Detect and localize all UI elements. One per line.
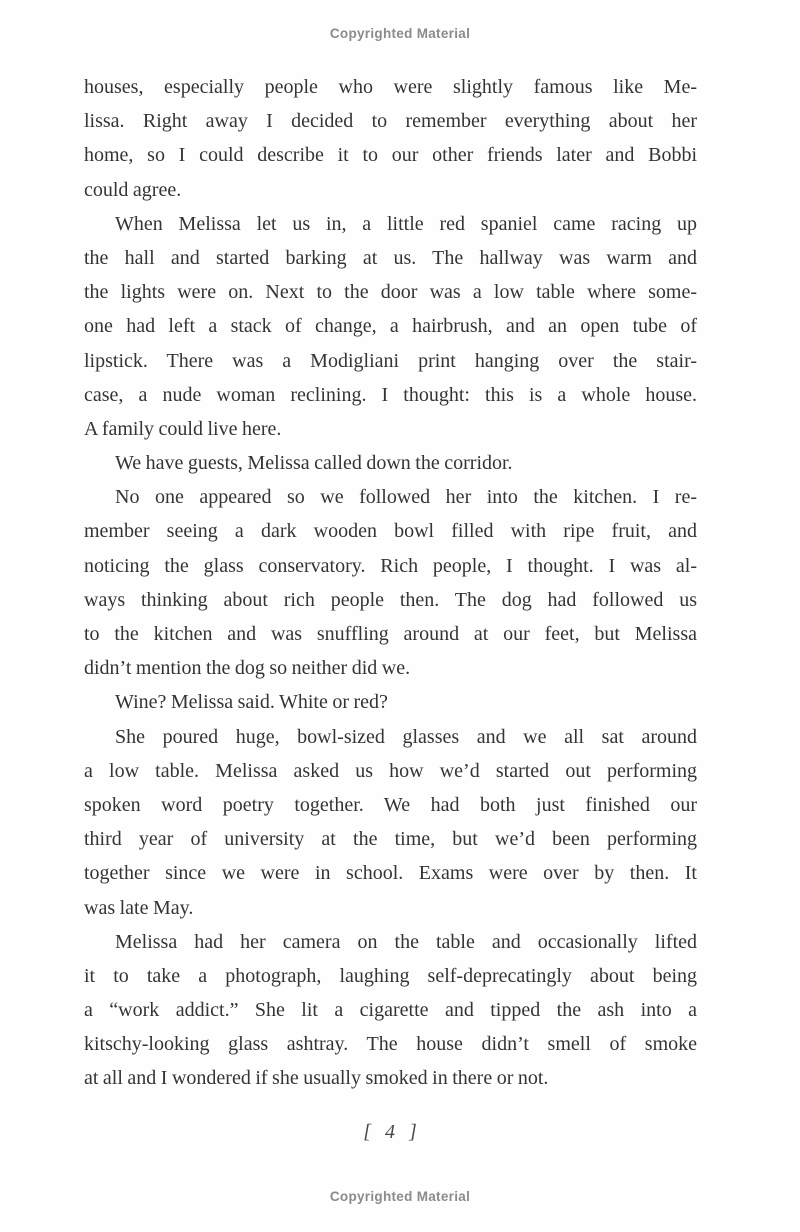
body-text-block [84,70,697,1096]
text-line: No one appeared so we followed her into the kitchen. I re- [115,486,697,509]
text-line: home, so I could describe it to our other friends later and Bobbi [84,144,697,167]
text-line: Melissa had her camera on the table and occasionally lifted [115,930,697,953]
text-line: houses, especially people who were slightly famous like Me- [84,76,697,98]
text-line: was late May. [84,896,194,919]
text-line: together since we were in school. Exams were over by then. It [84,862,697,885]
text-line: We have guests, Melissa called down the corridor. [115,452,513,475]
text-line: a “work addict.” She lit a cigarette and tipped the ash into a [84,999,697,1022]
text-line: lissa. Right away I decided to remember everything about her [84,110,697,133]
text-line: at all and I wondered if she usually smoked in there or not. [84,1067,549,1090]
text-line: noticing the glass conservatory. Rich people, I thought. I was al- [84,554,697,577]
text-line: ways thinking about rich people then. The dog had followed us [84,588,697,611]
text-line: a low table. Melissa asked us how we’d started out performing [84,759,697,782]
text-line: She poured huge, bowl-sized glasses and we all sat around [115,725,697,748]
text-line: to the kitchen and was snuffling around at our feet, but Melissa [84,623,697,645]
text-line: lipstick. There was a Modigliani print hanging over the stair- [84,349,697,372]
text-line: kitschy-looking glass ashtray. The house didn’t smell of smoke [84,1033,697,1056]
copyright-notice-top: Copyrighted Material [329,26,471,41]
text-line: the lights were on. Next to the door was a low table where some- [84,281,697,304]
text-line: Wine? Melissa said. White or red? [115,691,388,714]
text-line: A family could live here. [84,417,282,440]
copyright-notice-bottom: Copyrighted Material [329,1189,471,1204]
text-line: When Melissa let us in, a little red spaniel came racing up [115,212,697,235]
page-number: [ 4 ] [363,1121,418,1143]
text-line: case, a nude woman reclining. I thought: this is a whole house. [84,383,697,406]
text-line: it to take a photograph, laughing self-deprecatingly about being [84,964,697,987]
text-line: spoken word poetry together. We had both just finished our [84,793,697,816]
text-line: could agree. [84,178,182,201]
text-line: one had left a stack of change, a hairbrush, and an open tube of [84,315,697,338]
text-line: the hall and started barking at us. The hallway was warm and [84,246,697,269]
text-line: member seeing a dark wooden bowl filled with ripe fruit, and [84,520,697,543]
text-line: didn’t mention the dog so neither did we. [84,657,411,680]
text-line: third year of university at the time, but we’d been performing [84,828,697,851]
